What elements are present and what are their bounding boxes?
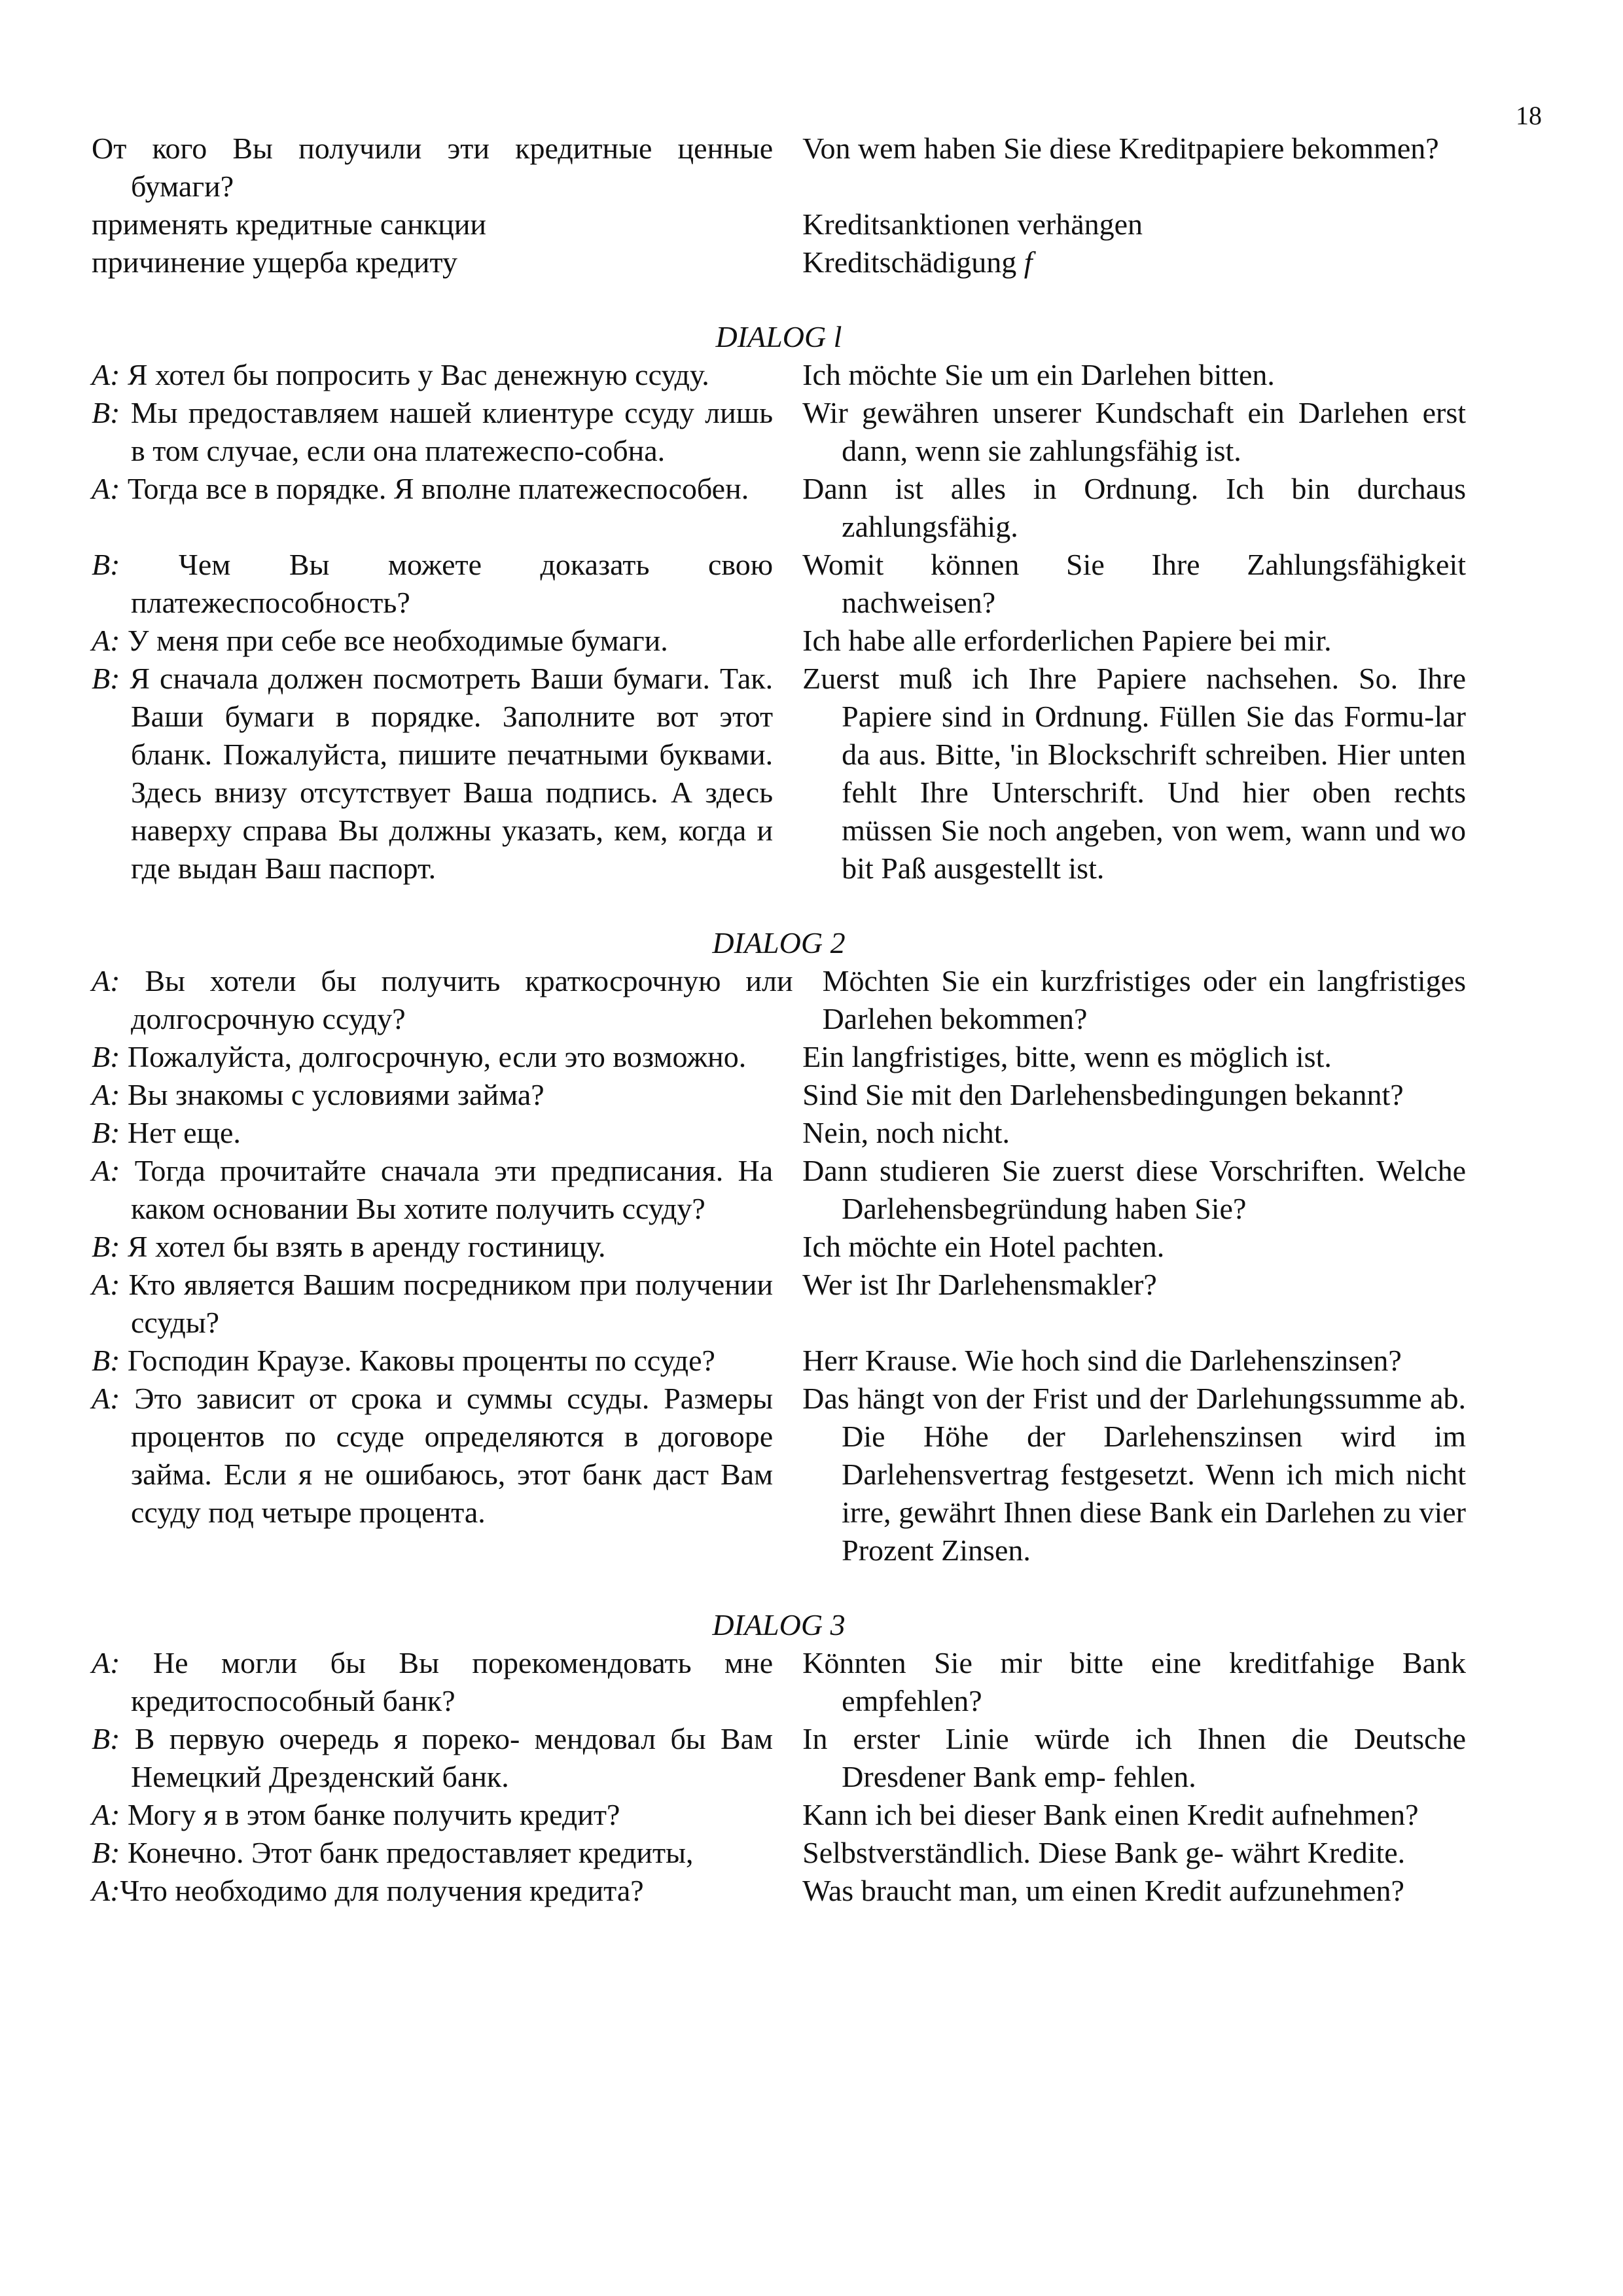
- line-ru: [92, 1228, 773, 1266]
- vocab-de: Von wem haben Sie diese Kreditpapiere bekommen?: [802, 132, 1439, 165]
- dialog-line: [92, 394, 1466, 470]
- dialog-line: [92, 1266, 1466, 1342]
- dialog-line: [92, 1796, 1466, 1834]
- speaker-label: B:: [92, 662, 120, 695]
- line-ru: [92, 1872, 773, 1910]
- speaker-label: B:: [92, 1344, 120, 1377]
- dialog-line: [92, 622, 1466, 660]
- speaker-label: B:: [92, 1836, 120, 1869]
- ru-text: Не могли бы Вы порекомендовать мне кредитоспособный банк?: [131, 1646, 774, 1717]
- speaker-label: A:: [92, 1646, 120, 1679]
- dialog-line: [92, 546, 1466, 622]
- line-ru: [92, 1796, 773, 1834]
- page-number: 18: [1516, 101, 1542, 130]
- line-ru: [92, 1342, 773, 1380]
- line-de: Könnten Sie mir bitte eine kreditfahige Bank empfehlen?: [802, 1646, 1466, 1717]
- line-ru: [92, 1038, 773, 1076]
- vocab-list: [92, 130, 1466, 281]
- ru-text: Нет еще.: [127, 1116, 241, 1149]
- ru-text: Я сначала должен посмотреть Ваши бумаги. Так. Ваши бумаги в порядке. Заполните вот этот бланк. Пожалуйста, пишите печатными буквами. Здесь внизу отсутствует Ваша подпись. А здесь наверху справа Вы должны указать, кем, когда и где выдан Ваш паспорт.: [130, 662, 774, 885]
- speaker-label: B:: [92, 1230, 120, 1263]
- line-ru: [92, 1380, 773, 1570]
- line-ru: [92, 1114, 773, 1152]
- speaker-label: A:: [92, 1798, 120, 1831]
- ru-text: Вы хотели бы получить краткосрочную или долгосрочную ссуду?: [131, 964, 793, 1035]
- line-ru: [92, 660, 773, 888]
- vocab-de: Kreditsanktionen verhängen: [802, 207, 1143, 241]
- line-de: Dann ist alles in Ordnung. Ich bin durchaus zahlungsfähig.: [802, 472, 1466, 543]
- line-ru: [92, 394, 773, 470]
- line-ru: [92, 1644, 773, 1720]
- dialog-2-title: DIALOG 2: [712, 926, 846, 960]
- line-de: Was braucht man, um einen Kredit aufzunehmen?: [802, 1874, 1404, 1907]
- line-de: Kann ich bei dieser Bank einen Kredit aufnehmen?: [802, 1798, 1419, 1831]
- line-ru: [92, 546, 773, 622]
- dialog-line: [92, 1038, 1466, 1076]
- ru-text: Могу я в этом банке получить кредит?: [127, 1798, 620, 1831]
- ru-text: Конечно. Этот банк предоставляет кредиты,: [127, 1836, 694, 1869]
- vocab-de-word: Kreditschädigung: [802, 245, 1017, 279]
- ru-text: Кто является Вашим посредником при получении ссуды?: [128, 1268, 774, 1339]
- vocab-row: [92, 130, 1466, 206]
- line-de: Sind Sie mit den Darlehensbedingungen bekannt?: [802, 1078, 1404, 1111]
- line-de: Möchten Sie ein kurzfristiges oder ein langfristiges Darlehen bekommen?: [822, 964, 1466, 1035]
- speaker-label: A:: [92, 1382, 120, 1415]
- line-ru: [92, 1076, 773, 1114]
- line-ru: [92, 1720, 773, 1796]
- ru-text: Это зависит от срока и суммы ссуды. Размеры процентов по ссуде определяются в договоре займа. Если я не ошибаюсь, этот банк даст Вам ссуду под четыре процента.: [131, 1382, 774, 1529]
- line-ru: [92, 1266, 773, 1342]
- ru-text: Мы предоставляем нашей клиентуре ссуду лишь в том случае, если она платежеспо-собна.: [130, 396, 774, 467]
- speaker-label: A:: [92, 1874, 120, 1907]
- dialog-3-title: DIALOG 3: [712, 1608, 846, 1641]
- line-de: Selbstverständlich. Diese Bank ge- währt Kredite.: [802, 1836, 1406, 1869]
- ru-text: Господин Краузе. Каковы проценты по ссуде?: [127, 1344, 715, 1377]
- speaker-label: B:: [92, 1040, 120, 1073]
- ru-text: Что необходимо для получения кредита?: [120, 1874, 644, 1907]
- page-content: [92, 130, 1466, 1910]
- ru-text: Тогда прочитайте сначала эти предписания. На каком основании Вы хотите получить ссуду?: [131, 1154, 774, 1225]
- dialog-line: [92, 1342, 1466, 1380]
- dialog-line: [92, 1114, 1466, 1152]
- line-ru: [92, 1152, 773, 1228]
- dialog-line: [92, 962, 1466, 1038]
- vocab-row: [92, 206, 1466, 243]
- ru-text: Я хотел бы взять в аренду гостиницу.: [127, 1230, 606, 1263]
- speaker-label: A:: [92, 1268, 120, 1301]
- line-ru: [92, 1834, 773, 1872]
- ru-text: Я хотел бы попросить у Вас денежную ссуду.: [127, 358, 709, 391]
- dialog-line: [92, 1228, 1466, 1266]
- speaker-label: A:: [92, 1154, 120, 1187]
- line-de: Wer ist Ihr Darlehensmakler?: [802, 1268, 1157, 1301]
- speaker-label: A:: [92, 624, 120, 657]
- dialog-line: [92, 356, 1466, 394]
- dialog-line: [92, 1380, 1466, 1570]
- vocab-ru: применять кредитные санкции: [92, 207, 487, 241]
- line-de: Das hängt von der Frist und der Darlehungssumme ab. Die Höhe der Darlehenszinsen wird im Darlehensvertrag festgesetzt. Wenn ich mich nicht irre, gewährt Ihnen diese Bank ein Darlehen zu vier Prozent Zinsen.: [802, 1382, 1466, 1567]
- vocab-ru: От кого Вы получили эти кредитные ценные бумаги?: [92, 132, 774, 203]
- vocab-row: [92, 243, 1466, 281]
- line-de: Dann studieren Sie zuerst diese Vorschriften. Welche Darlehensbegründung haben Sie?: [802, 1154, 1466, 1225]
- speaker-label: B:: [92, 1722, 120, 1755]
- speaker-label: A:: [92, 1078, 120, 1111]
- dialog-line: [92, 1152, 1466, 1228]
- line-de: In erster Linie würde ich Ihnen die Deutsche Dresdener Bank emp- fehlen.: [802, 1722, 1466, 1793]
- line-de: Ich möchte Sie um ein Darlehen bitten.: [802, 358, 1275, 391]
- line-ru: [92, 470, 773, 546]
- dialog-1: [92, 356, 1466, 888]
- gender-marker: f: [1024, 245, 1033, 279]
- ru-text: У меня при себе все необходимые бумаги.: [127, 624, 668, 657]
- line-de: Zuerst muß ich Ihre Papiere nachsehen. So. Ihre Papiere sind in Ordnung. Füllen Sie das Formu-lar da aus. Bitte, 'in Blockschrift schreiben. Hier unten fehlt Ihre Unterschrift. Und hier oben rechts müssen Sie noch angeben, von wem, wann und wo bit Paß ausgestellt ist.: [802, 662, 1466, 885]
- dialog-line: [92, 1834, 1466, 1872]
- line-de: Wir gewähren unserer Kundschaft ein Darlehen erst dann, wenn sie zahlungsfähig ist.: [802, 396, 1466, 467]
- speaker-label: A:: [92, 472, 120, 505]
- line-de: Herr Krause. Wie hoch sind die Darlehenszinsen?: [802, 1344, 1402, 1377]
- ru-text: Вы знакомы с условиями займа?: [127, 1078, 544, 1111]
- vocab-ru: причинение ущерба кредиту: [92, 245, 458, 279]
- dialog-line: [92, 1872, 1466, 1910]
- dialog-line: [92, 470, 1466, 546]
- dialog-3: [92, 1644, 1466, 1910]
- speaker-label: B:: [92, 548, 120, 581]
- ru-text: Пожалуйста, долгосрочную, если это возможно.: [127, 1040, 747, 1073]
- line-de: Womit können Sie Ihre Zahlungsfähigkeit nachweisen?: [802, 548, 1466, 619]
- line-de: Ich habe alle erforderlichen Papiere bei mir.: [802, 624, 1332, 657]
- line-ru: [92, 356, 773, 394]
- dialog-line: [92, 660, 1466, 888]
- line-de: Ich möchte ein Hotel pachten.: [802, 1230, 1165, 1263]
- line-ru: [92, 962, 793, 1038]
- dialog-line: [92, 1644, 1466, 1720]
- speaker-label: B:: [92, 1116, 120, 1149]
- ru-text: Тогда все в порядке. Я вполне платежеспособен.: [127, 472, 749, 505]
- speaker-label: A:: [92, 358, 120, 391]
- dialog-line: [92, 1720, 1466, 1796]
- vocab-de: [802, 243, 1466, 281]
- dialog-line: [92, 1076, 1466, 1114]
- ru-text: Чем Вы можете доказать свою платежеспособность?: [131, 548, 774, 619]
- dialog-1-title: DIALOG l: [715, 320, 842, 353]
- dialog-2: [92, 962, 1466, 1570]
- line-de: Nein, noch nicht.: [802, 1116, 1010, 1149]
- line-de: Ein langfristiges, bitte, wenn es möglich ist.: [802, 1040, 1332, 1073]
- ru-text: В первую очередь я пореко- мендовал бы Вам Немецкий Дрезденский банк.: [131, 1722, 774, 1793]
- speaker-label: A:: [92, 964, 120, 997]
- line-ru: [92, 622, 773, 660]
- speaker-label: B:: [92, 396, 120, 429]
